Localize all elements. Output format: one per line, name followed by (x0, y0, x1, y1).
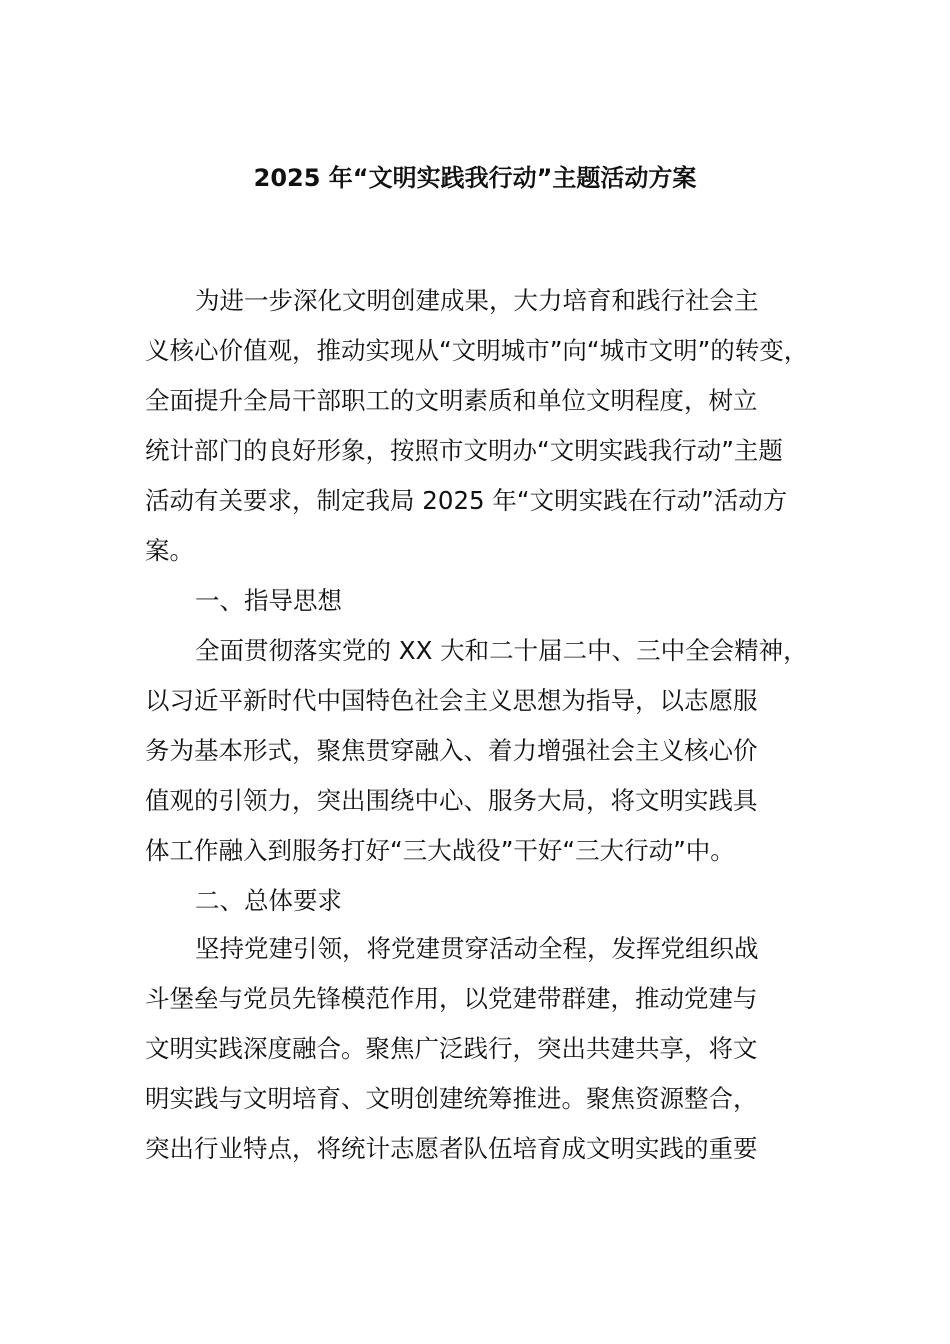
paragraph-line: 突出行业特点，将统计志愿者队伍培育成文明实践的重要 (145, 1134, 758, 1163)
paragraph-line: 以习近平新时代中国特色社会主义思想为指导，以志愿服 (145, 686, 758, 715)
paragraph-line: 值观的引领力，突出围绕中心、服务大局，将文明实践具 (145, 786, 758, 815)
paragraph-line: 全面提升全局干部职工的文明素质和单位文明程度，树立 (145, 386, 758, 415)
section-heading: 二、总体要求 (195, 886, 342, 915)
paragraph-line: 务为基本形式，聚焦贯穿融入、着力增强社会主义核心价 (145, 736, 758, 765)
paragraph-line: 文明实践深度融合。聚焦广泛践行，突出共建共享，将文 (145, 1034, 758, 1063)
paragraph-line: 义核心价值观，推动实现从“文明城市”向“城市文明”的转变， (145, 336, 809, 365)
paragraph-line: 斗堡垒与党员先锋模范作用，以党建带群建，推动党建与 (145, 984, 758, 1013)
paragraph-line: 活动有关要求，制定我局 2025 年“文明实践在行动”活动方 (145, 486, 788, 515)
paragraph-line: 统计部门的良好形象，按照市文明办“文明实践我行动”主题 (145, 436, 783, 465)
paragraph-line: 明实践与文明培育、文明创建统筹推进。聚焦资源整合， (145, 1084, 758, 1113)
paragraph-line: 全面贯彻落实党的 XX 大和二十届二中、三中全会精神， (195, 636, 808, 665)
document-title: 2025 年“文明实践我行动”主题活动方案 (253, 164, 697, 192)
paragraph-line: 案。 (145, 536, 194, 565)
paragraph-line: 坚持党建引领，将党建贯穿活动全程，发挥党组织战 (195, 934, 759, 963)
paragraph-line: 为进一步深化文明创建成果，大力培育和践行社会主 (195, 286, 759, 315)
paragraph-line: 体工作融入到服务打好“三大战役”干好“三大行动”中。 (145, 836, 735, 865)
section-heading: 一、指导思想 (195, 586, 342, 615)
